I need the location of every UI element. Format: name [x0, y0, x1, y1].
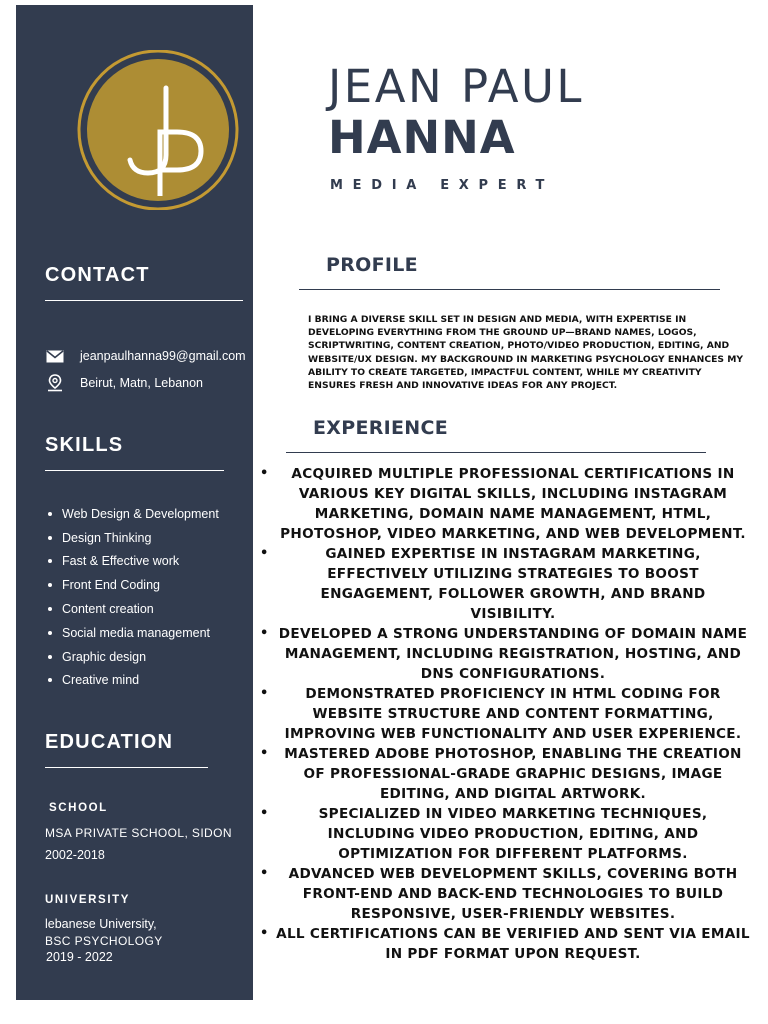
experience-text: MASTERED ADOBE PHOTOSHOP, ENABLING THE CREATION OF PROFESSIONAL-GRADE GRAPHIC DESIGNS, IMAGE EDITING, AND DIGITAL ARTWORK.	[284, 746, 742, 802]
contact-location	[45, 375, 203, 391]
location-text: Beirut, Matn, Lebanon	[80, 376, 203, 390]
school-years: 2002-2018	[45, 848, 105, 862]
bullet-dot: •	[260, 806, 269, 821]
experience-item	[256, 744, 750, 804]
skill-item	[45, 597, 219, 621]
bullet-dot: •	[260, 866, 269, 881]
job-title: MEDIA EXPERT	[330, 178, 555, 193]
skill-item	[45, 526, 219, 550]
skills-divider	[45, 470, 224, 471]
skills-list	[45, 502, 219, 692]
bullet-dot: •	[260, 686, 269, 701]
skill-item	[45, 573, 219, 597]
experience-text: ACQUIRED MULTIPLE PROFESSIONAL CERTIFICATIONS IN VARIOUS KEY DIGITAL SKILLS, INCLUDING INSTAGRAM MARKETING, DOMAIN NAME MANAGEMENT, HTML, PHOTOSHOP, VIDEO MARKETING, AND WEB DEVELOPMENT.	[280, 466, 746, 542]
skill-item	[45, 669, 219, 693]
bullet-dot: •	[260, 546, 269, 561]
profile-divider	[299, 289, 720, 290]
experience-list	[256, 464, 750, 964]
skill-item	[45, 621, 219, 645]
bullet-dot	[48, 559, 52, 563]
skills-heading: SKILLS	[45, 434, 124, 456]
bullet-dot: •	[260, 626, 269, 641]
university-years: 2019 - 2022	[46, 950, 113, 964]
last-name: HANNA	[328, 111, 516, 164]
experience-item	[256, 624, 750, 684]
education-heading: EDUCATION	[45, 731, 174, 753]
school-name: MSA PRIVATE SCHOOL, SIDON	[45, 826, 232, 840]
experience-item	[256, 864, 750, 924]
first-name: JEAN PAUL	[328, 60, 585, 113]
experience-item	[256, 464, 750, 544]
bullet-dot	[48, 631, 52, 635]
skill-item	[45, 645, 219, 669]
bullet-dot	[48, 536, 52, 540]
experience-text: SPECIALIZED IN VIDEO MARKETING TECHNIQUES, INCLUDING VIDEO PRODUCTION, EDITING, AND OPTIMIZATION FOR DIFFERENT PLATFORMS.	[318, 806, 708, 862]
experience-text: ALL CERTIFICATIONS CAN BE VERIFIED AND SENT VIA EMAIL IN PDF FORMAT UPON REQUEST.	[276, 926, 750, 962]
bullet-dot	[48, 655, 52, 659]
skill-label: Creative mind	[62, 673, 140, 688]
bullet-dot: •	[260, 926, 269, 941]
university-degree: BSC PSYCHOLOGY	[45, 934, 163, 948]
education-divider	[45, 767, 208, 768]
university-heading: UNIVERSITY	[45, 894, 131, 906]
location-pin-icon	[45, 375, 65, 391]
bullet-dot	[48, 512, 52, 516]
profile-summary: I BRING A DIVERSE SKILL SET IN DESIGN AND MEDIA, WITH EXPERTISE IN DEVELOPING EVERYTHING FROM THE GROUND UP—BRAND NAMES, LOGOS, SCRIPTWRITING, CONTENT CREATION, PHOTO/VIDEO PRODUCTION, EDITING, AND WEBSITE/UX DESIGN. MY BACKGROUND IN MARKETING PSYCHOLOGY ENHANCES MY ABILITY TO CREATE TARGETED, IMPACTFUL CONTENT, WHILE MY CREATIVITY ENSURES FRESH AND INNOVATIVE IDEAS FOR ANY PROJECT.	[308, 314, 743, 392]
experience-item	[256, 924, 750, 964]
skill-label: Fast & Effective work	[62, 554, 180, 569]
university-name: lebanese University,	[45, 917, 157, 931]
experience-text: GAINED EXPERTISE IN INSTAGRAM MARKETING, EFFECTIVELY UTILIZING STRATEGIES TO BOOST ENGAGEMENT, FOLLOWER GROWTH, AND BRAND VISIBILITY.	[320, 546, 706, 622]
experience-text: DEVELOPED A STRONG UNDERSTANDING OF DOMAIN NAME MANAGEMENT, INCLUDING REGISTRATION, HOSTING, AND DNS CONFIGURATIONS.	[278, 626, 748, 682]
skill-item	[45, 550, 219, 574]
experience-text: ADVANCED WEB DEVELOPMENT SKILLS, COVERING BOTH FRONT-END AND BACK-END TECHNOLOGIES TO BUILD RESPONSIVE, USER-FRIENDLY WEBSITES.	[288, 866, 738, 922]
contact-divider	[45, 300, 243, 301]
bullet-dot	[48, 583, 52, 587]
experience-item	[256, 544, 750, 624]
school-heading: SCHOOL	[49, 802, 108, 814]
mail-icon	[45, 348, 65, 364]
skill-label: Design Thinking	[62, 530, 152, 545]
sidebar	[16, 5, 253, 1000]
experience-text: DEMONSTRATED PROFICIENCY IN HTML CODING FOR WEBSITE STRUCTURE AND CONTENT FORMATTING, IMPROVING WEB FUNCTIONALITY AND USER EXPERIENCE.	[284, 686, 742, 742]
email-text[interactable]: jeanpaulhanna99@gmail.com	[80, 349, 246, 363]
skill-label: Content creation	[62, 602, 154, 617]
skill-label: Web Design & Development	[62, 506, 219, 521]
skill-label: Front End Coding	[62, 578, 160, 593]
bullet-dot: •	[260, 746, 269, 761]
jp-monogram-logo	[73, 50, 243, 210]
experience-divider	[286, 452, 706, 453]
experience-item	[256, 804, 750, 864]
skill-label: Graphic design	[62, 649, 147, 664]
skill-label: Social media management	[62, 625, 210, 640]
bullet-dot	[48, 607, 52, 611]
skill-item	[45, 502, 219, 526]
profile-heading: PROFILE	[326, 254, 418, 276]
bullet-dot	[48, 678, 52, 682]
contact-heading: CONTACT	[45, 264, 150, 286]
bullet-dot: •	[260, 466, 269, 481]
experience-item	[256, 684, 750, 744]
contact-email[interactable]	[45, 348, 246, 364]
experience-heading: EXPERIENCE	[313, 417, 449, 439]
